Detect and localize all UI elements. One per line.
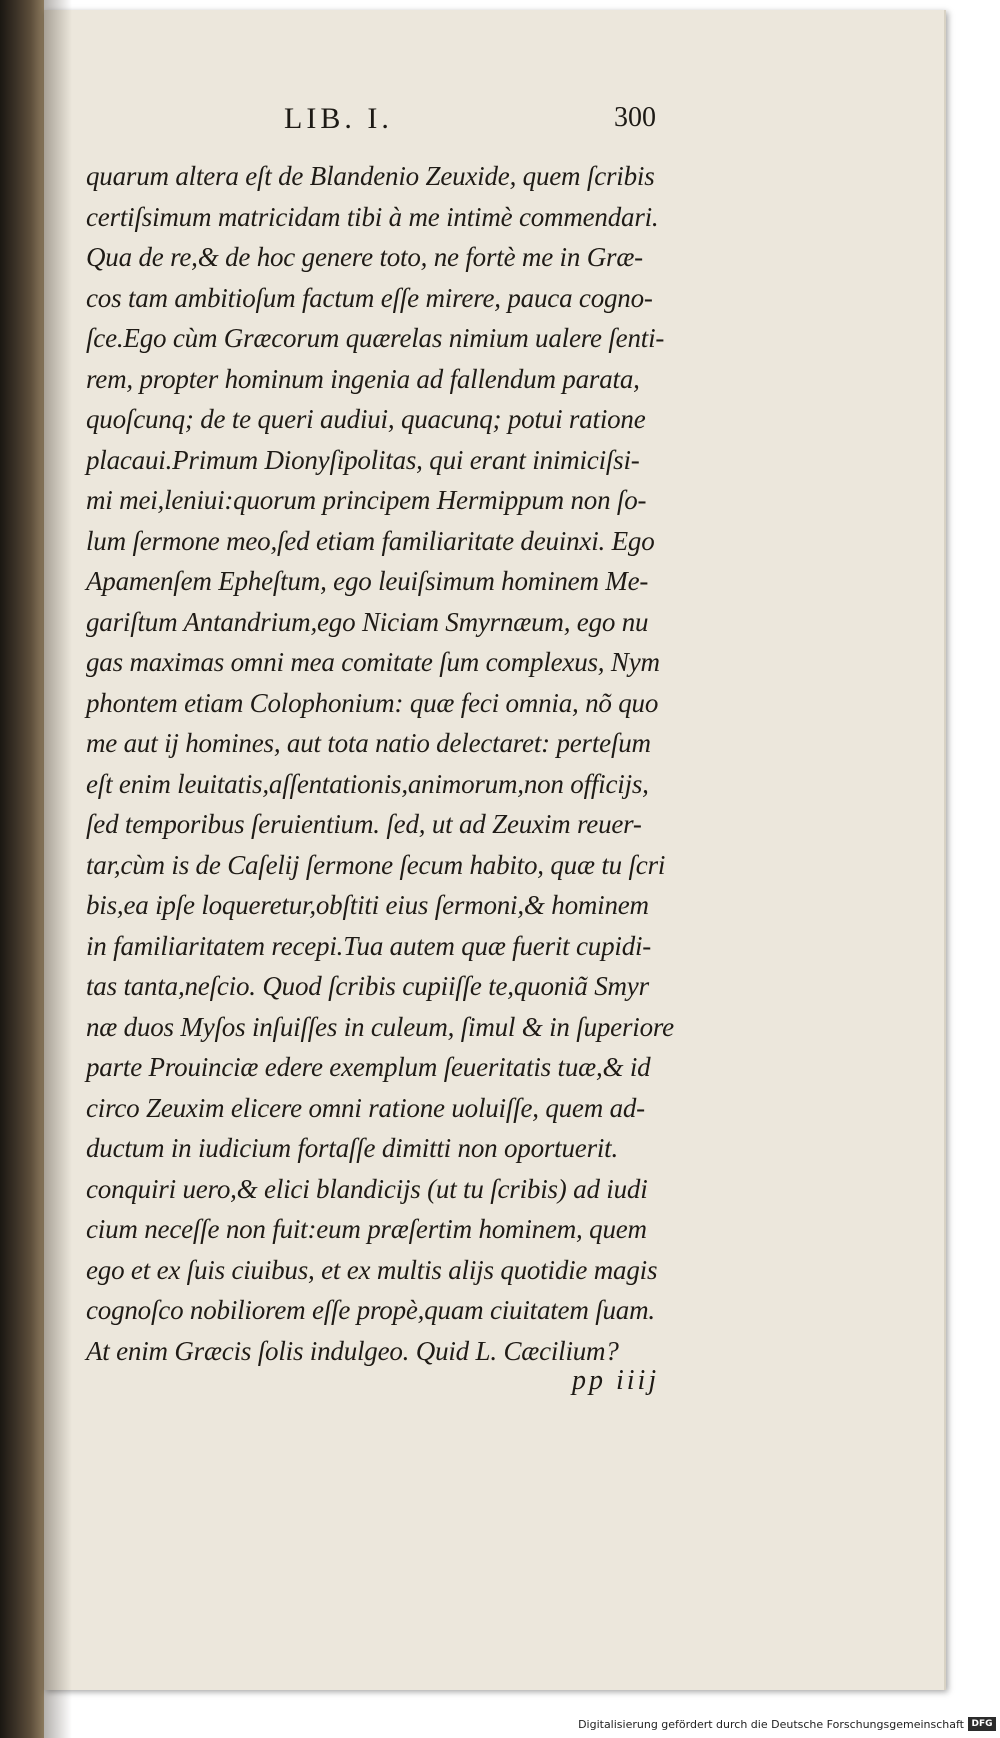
text-line: lum ſermone meo,ſed etiam familiaritate deuinxi. Ego: [86, 525, 655, 556]
text-line: ſed temporibus ſeruientium. ſed, ut ad Zeuxim reuer-: [86, 809, 642, 839]
text-line: cium neceſſe non fuit:eum præſertim hominem, quem: [86, 1214, 647, 1244]
text-line: circo Zeuxim elicere omni ratione uoluiſſe, quem ad-: [86, 1092, 645, 1123]
footer-credit: Digitalisierung gefördert durch die Deutsche Forschungsgemeinschaft: [578, 1718, 964, 1731]
text-line: gas maximas omni mea comitate ſum complexus, Nym: [86, 647, 660, 677]
text-line: tar,cùm is de Caſelij ſermone ſecum habito, quæ tu ſcri: [86, 849, 666, 880]
text-line: certiſsimum matricidam tibi à me intimè commendari.: [86, 201, 659, 232]
text-line: Qua de re,& de hoc genere toto, ne fortè me in Græ-: [86, 242, 643, 272]
text-line: conquiri uero,& elici blandicijs (ut tu ſcribis) ad iudi: [86, 1173, 648, 1204]
text-line: ego et ex ſuis ciuibus, et ex multis alijs quotidie magis: [86, 1254, 658, 1285]
text-line: mi mei,leniui:quorum principem Hermippum non ſo-: [86, 485, 647, 515]
footer: [0, 1714, 1000, 1738]
text-line: ductum in iudicium fortaſſe dimitti non oportuerit.: [86, 1133, 619, 1163]
text-line: cos tam ambitioſum factum eſſe mirere, pauca cogno-: [86, 282, 653, 313]
text-line: Apamenſem Epheſtum, ego leuiſsimum hominem Me-: [86, 566, 649, 596]
text-line: eſt enim leuitatis,aſſentationis,animorum,non officijs,: [86, 768, 649, 799]
text-line: phontem etiam Colophonium: quæ feci omnia, nõ quo: [86, 687, 659, 718]
text-line: in familiaritatem recepi.Tua autem quæ fuerit cupidi-: [86, 930, 652, 961]
text-line: tas tanta,neſcio. Quod ſcribis cupiiſſe te,quoniã Smyr: [86, 971, 649, 1001]
book-edge: [0, 0, 44, 1738]
signature-mark: pp iiij: [572, 1365, 660, 1396]
folio-number: 300: [614, 102, 656, 133]
running-head: LIB. I.: [284, 102, 393, 135]
text-line: næ duos Myſos inſuiſſes in culeum, ſimul & in ſuperiore: [86, 1011, 674, 1042]
text-line: placaui.Primum Dionyſipolitas, qui erant inimiciſsi-: [86, 444, 640, 475]
text-line: At enim Græcis ſolis indulgeo. Quid L. Cæcilium?: [86, 1335, 619, 1366]
text-line: rem, propter hominum ingenia ad fallendum parata,: [86, 363, 640, 394]
text-line: gariſtum Antandrium,ego Niciam Smyrnæum, ego nu: [86, 606, 649, 637]
book-page: [44, 10, 946, 1690]
page-header: [44, 102, 944, 142]
text-line: quoſcunq; de te queri audiui, quacunq; potui ratione: [86, 404, 646, 434]
text-line: quarum altera eſt de Blandenio Zeuxide, quem ſcribis: [86, 161, 655, 191]
text-line: me aut ij homines, aut tota natio delectaret: perteſum: [86, 728, 651, 758]
text-block: [86, 156, 726, 1371]
dfg-logo: DFG: [968, 1717, 996, 1731]
text-line: parte Prouinciæ edere exemplum ſeueritatis tuæ,& id: [86, 1052, 651, 1082]
text-line: cognoſco nobiliorem eſſe propè,quam ciuitatem ſuam.: [86, 1295, 655, 1325]
spine-shadow: [44, 0, 72, 1738]
text-line: bis,ea ipſe loqueretur,obſtiti eius ſermoni,& hominem: [86, 890, 649, 920]
text-line: ſce.Ego cùm Græcorum quærelas nimium ualere ſenti-: [86, 323, 665, 353]
